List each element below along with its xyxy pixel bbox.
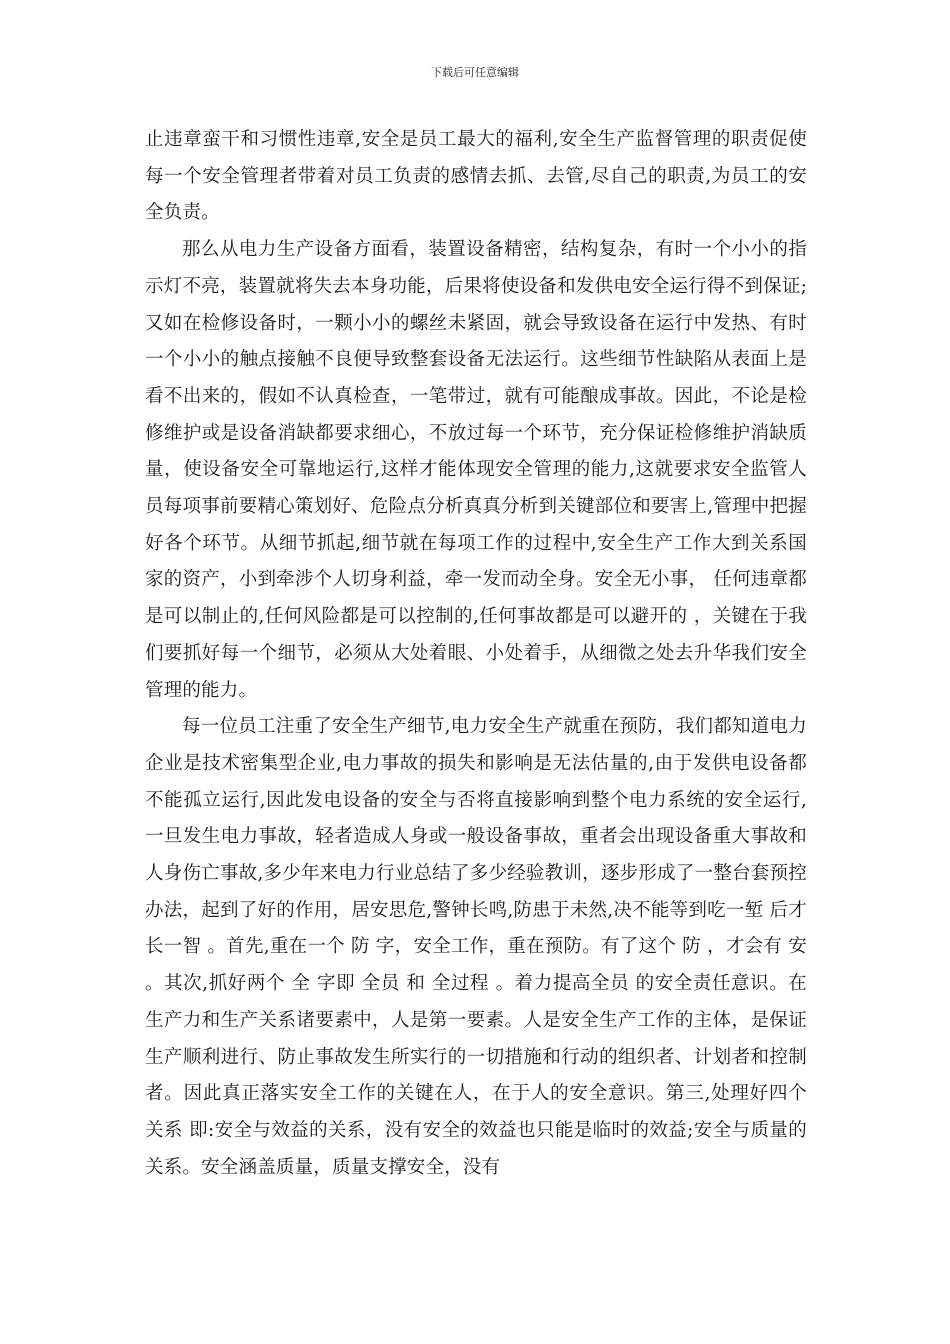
document-body [145, 122, 807, 1186]
paragraph-3: 每一位员工注重了安全生产细节,电力安全生产就重在预防，我们都知道电力企业是技术密集型企业,电力事故的损失和影响是无法估量的,由于发供电设备都不能孤立运行,因此发电设备的安全与否将直接影响到整个电力系统的安全运行,一旦发生电力事故，轻者造成人身或一般设备事故，重者会出现设备重大事故和人身伤亡事故,多少年来电力行业总结了多少经验教训，逐步形成了一整台套预控办法，起到了好的作用，居安思危,警钟长鸣,防患于未然,决不能等到吃一堑 后才 长一智 。首先,重在一个 防 字，安全工作，重在预防。有了这个 防 ，才会有 安 。其次,抓好两个 全 字即 全员 和 全过程 。着力提高全员 的安全责任意识。在生产力和生产关系诸要素中，人是第一要素。人是安全生产工作的主体，是保证生产顺利进行、防止事故发生所实行的一切措施和行动的组织者、计划者和控制者。因此真正落实安全工作的关键在人，在于人的安全意识。第三,处理好四个 关系 即:安全与效益的关系，没有安全的效益也只能是临时的效益;安全与质量的关系。安全涵盖质量，质量支撑安全，没有 [145, 716, 807, 1178]
paragraph-2: 那么从电力生产设备方面看，装置设备精密，结构复杂，有时一个小小的指示灯不亮，装置就将失去本身功能，后果将使设备和发供电安全运行得不到保证;又如在检修设备时，一颗小小的螺丝未紧固，就会导致设备在运行中发热、有时一个小小的触点接触不良便导致整套设备无法运行。这些细节性缺陷从表面上是看不出来的，假如不认真检查，一笔带过，就有可能酿成事故。因此，不论是检修维护或是设备消缺都要求细心，不放过每一个环节，充分保证检修维护消缺质量，使设备安全可靠地运行,这样才能体现安全管理的能力,这就要求安全监管人员每项事前要精心策划好、危险点分析真真分析到关键部位和要害上,管理中把握好各个环节。从细节抓起,细节就在每项工作的过程中,安全生产工作大到关系国家的资产，小到牵涉个人切身利益，牵一发而动全身。安全无小事， 任何违章都是可以制止的,任何风险都是可以控制的,任何事故都是可以避开的 ，关键在于我们要抓好每一个细节，必须从大处着眼、小处着手，从细微之处去升华我们安全管理的能力。 [145, 239, 807, 701]
paragraph-1: 止违章蛮干和习惯性违章,安全是员工最大的福利,安全生产监督管理的职责促使每一个安全管理者带着对员工负责的感情去抓、去管,尽自己的职责,为员工的安全负责。 [145, 129, 807, 224]
page-header: 下载后可任意编辑 [431, 66, 519, 79]
